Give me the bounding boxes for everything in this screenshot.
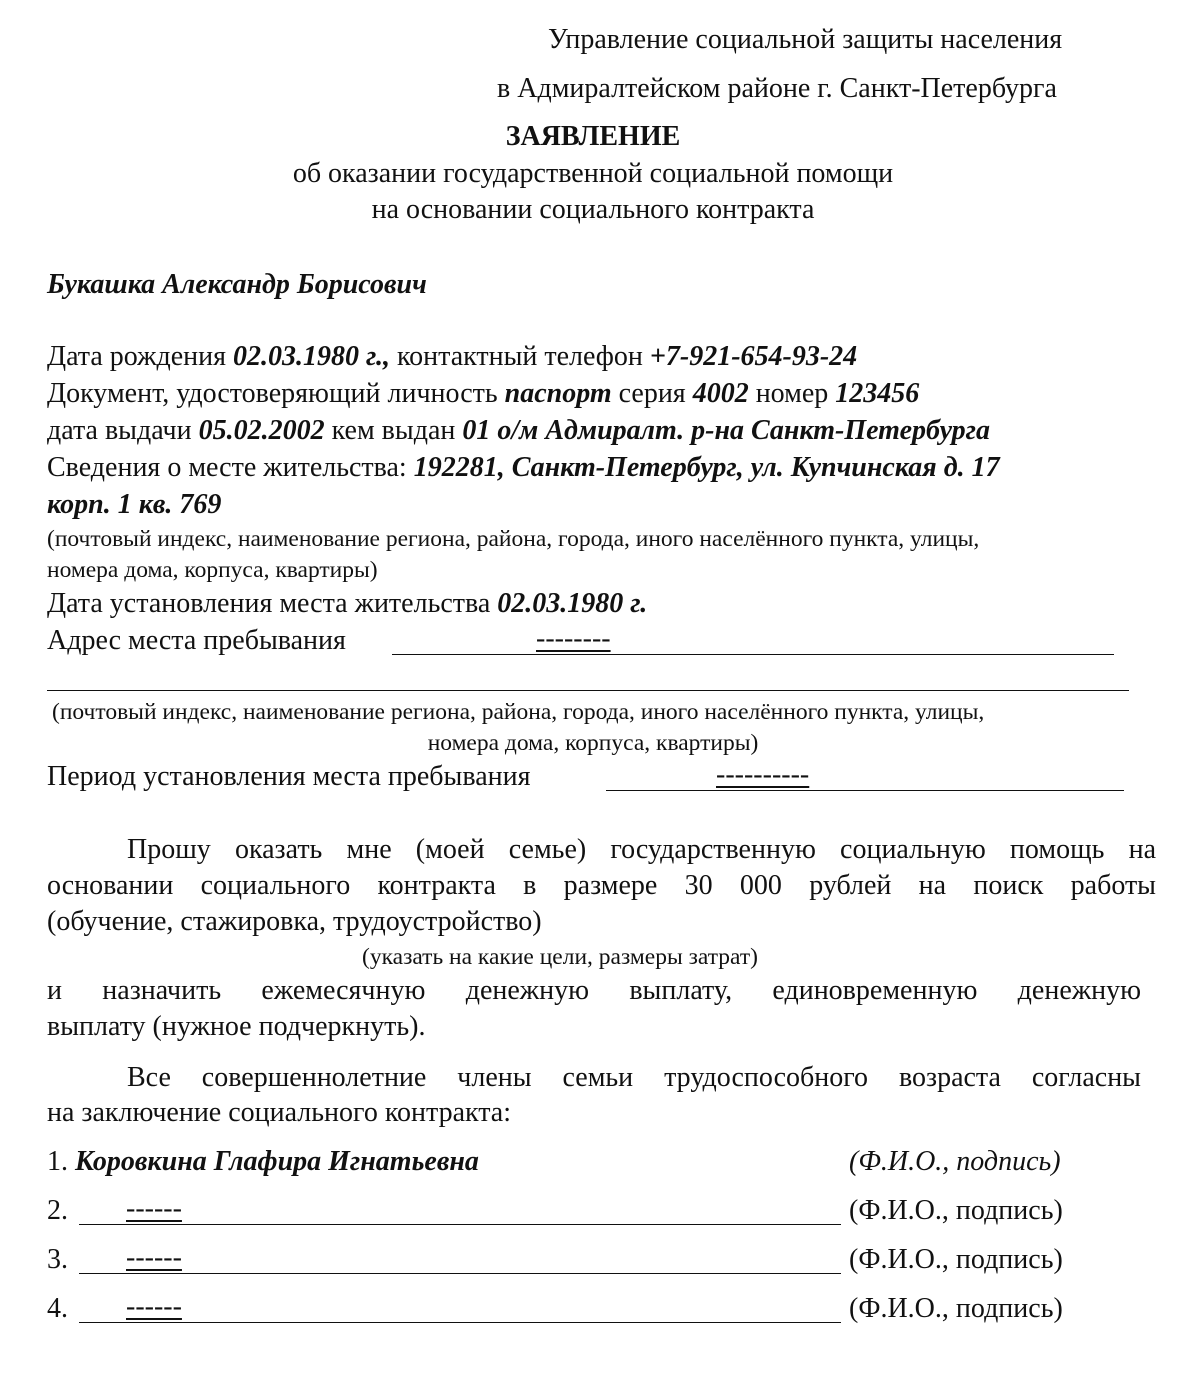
member-name: Коровкина Глафира Игнатьевна — [75, 1146, 479, 1177]
member-line-3[interactable] — [79, 1273, 841, 1274]
stay-period-value: ---------- — [716, 759, 810, 790]
issue-label: дата выдачи — [47, 415, 192, 446]
doc-type: паспорт — [504, 378, 612, 409]
member-name: ------ — [126, 1242, 182, 1273]
issue-row — [47, 414, 990, 448]
birth-label: Дата рождения — [47, 341, 226, 372]
member-sign-4: (Ф.И.О., подпись) — [849, 1293, 1063, 1324]
issued-by-label: кем выдан — [331, 415, 456, 446]
stay-address-line[interactable] — [392, 654, 1114, 655]
recipient-line-1: Управление социальной защиты населения — [548, 24, 1063, 55]
birth-date: 02.03.1980 г., — [232, 341, 390, 372]
issued-by: 01 о/м Адмиралт. р-на Санкт-Петербурга — [462, 415, 991, 446]
member-number: 3. — [47, 1244, 68, 1275]
member-number: 1. — [47, 1146, 68, 1177]
phone-number: +7-921-654-93-24 — [649, 341, 858, 372]
id-document-row — [47, 377, 919, 411]
residence-date-row — [47, 587, 647, 621]
address-hint-2: номера дома, корпуса, квартиры) — [47, 557, 378, 583]
request-line-1: Прошу оказать мне (моей семье) государственную социальную помощь на — [127, 834, 1156, 865]
member-name: ------ — [126, 1291, 182, 1322]
member-sign-2: (Ф.И.О., подпись) — [849, 1195, 1063, 1226]
member-number: 4. — [47, 1293, 68, 1324]
residence-address-cont: корп. 1 кв. 769 — [47, 489, 222, 520]
request-line-5: выплату (нужное подчеркнуть). — [47, 1011, 426, 1042]
residence-date: 02.03.1980 г. — [497, 588, 648, 619]
document-subtitle-1: об оказании государственной социальной помощи — [292, 158, 894, 189]
recipient-line-2: в Адмиралтейском районе г. Санкт-Петербурга — [497, 73, 1057, 104]
stay-hint-1: (почтовый индекс, наименование региона, района, города, иного населённого пункта, улицы, — [52, 699, 985, 725]
phone-label: контактный телефон — [396, 341, 643, 372]
document-title: ЗАЯВЛЕНИЕ — [505, 121, 681, 152]
residence-date-label: Дата установления места жительства — [47, 588, 491, 619]
request-line-4: и назначить ежемесячную денежную выплату, единовременную денежную — [47, 975, 1141, 1006]
doc-label: Документ, удостоверяющий личность — [47, 378, 498, 409]
document-subtitle-2: на основании социального контракта — [371, 194, 815, 225]
member-sign-1: (Ф.И.О., подпись) — [849, 1146, 1061, 1177]
member-name: ------ — [126, 1193, 182, 1224]
member-number: 2. — [47, 1195, 68, 1226]
request-line-2: основании социального контракта в размере 30 000 рублей на поиск работы — [47, 870, 1156, 901]
stay-hint-2: номера дома, корпуса, квартиры) — [427, 730, 759, 756]
address-hint-1: (почтовый индекс, наименование региона, района, города, иного населённого пункта, улицы, — [47, 526, 980, 552]
doc-series: 4002 — [692, 378, 749, 409]
stay-address-value: -------- — [536, 623, 611, 654]
stay-period-label: Период установления места пребывания — [47, 761, 531, 792]
residence-row — [47, 451, 1000, 485]
member-sign-3: (Ф.И.О., подпись) — [849, 1244, 1063, 1275]
member-line-2[interactable] — [79, 1224, 841, 1225]
series-label: серия — [618, 378, 686, 409]
member-row-1 — [47, 1145, 479, 1179]
consent-line-1: Все совершеннолетние члены семьи трудоспособного возраста согласны — [127, 1062, 1141, 1093]
consent-line-2: на заключение социального контракта: — [47, 1097, 512, 1128]
stay-address-label: Адрес места пребывания — [47, 625, 346, 656]
request-line-3: (обучение, стажировка, трудоустройство) — [47, 906, 542, 937]
doc-number: 123456 — [835, 378, 920, 409]
number-label: номер — [755, 378, 829, 409]
member-line-4[interactable] — [79, 1322, 841, 1323]
issue-date: 05.02.2002 — [198, 415, 325, 446]
stay-period-line[interactable] — [606, 790, 1124, 791]
residence-label: Сведения о месте жительства: — [47, 452, 407, 483]
birth-phone-row — [47, 340, 857, 374]
purpose-hint: (указать на какие цели, размеры затрат) — [362, 944, 758, 970]
applicant-name: Букашка Александр Борисович — [47, 269, 427, 300]
stay-address-line-2[interactable] — [47, 690, 1129, 691]
residence-address: 192281, Санкт-Петербург, ул. Купчинская д. 17 — [413, 452, 1000, 483]
